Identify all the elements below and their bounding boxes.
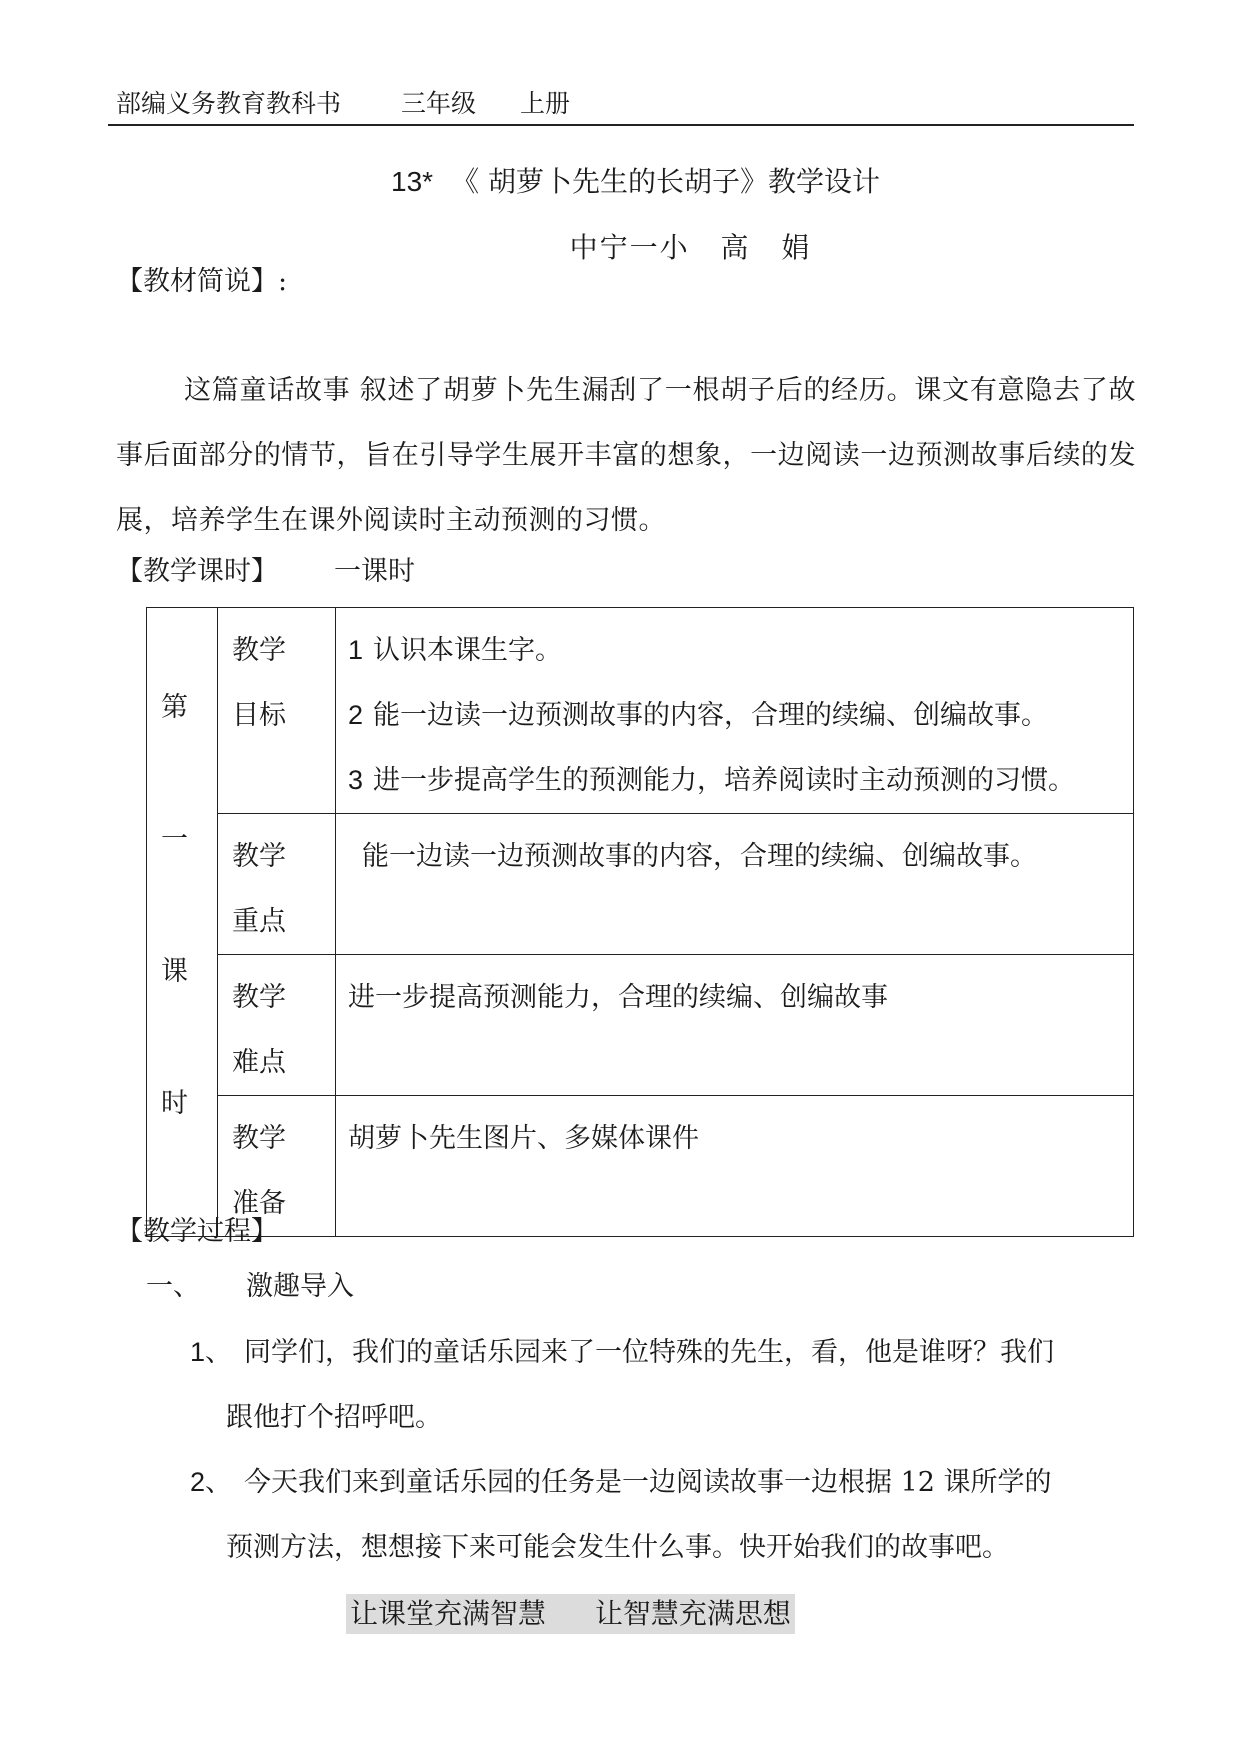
goal-item: 1 认识本课生字。 (348, 635, 563, 666)
footer-motto: 让课堂充满智慧 让智慧充满思想 (346, 1594, 795, 1634)
lesson-char-4: 时 (161, 1088, 188, 1119)
step-2-text: 今天我们来到童话乐园的任务是一边阅读故事一边根据 12 课所学的 预测方法，想想接下来可能会发生什么事。快开始我们的故事吧。 (226, 1467, 1052, 1563)
page-header (108, 84, 1134, 126)
preparation-label: 教学 准备 (218, 1096, 336, 1237)
preparation-content: 胡萝卜先生图片、多媒体课件 (336, 1096, 1134, 1237)
difficulties-content: 进一步提高预测能力，合理的续编、创编故事 (336, 955, 1134, 1096)
lesson-char-2: 一 (161, 824, 188, 855)
goal-item: 3 进一步提高学生的预测能力，培养阅读时主动预测的习惯。 (348, 765, 1076, 796)
lesson-number: 13* (391, 166, 434, 197)
goals-label: 教学 目标 (218, 608, 336, 814)
title-text: 《 胡萝卜先生的长胡子》教学设计 (451, 165, 880, 198)
step-1-number: 1、 (190, 1337, 233, 1367)
document-title (0, 162, 1241, 202)
material-heading: 【教材简说】: (116, 266, 288, 297)
goals-content (336, 608, 1134, 814)
table-row-goals (147, 608, 1134, 814)
key-points-content: 能一边读一边预测故事的内容，合理的续编、创编故事。 (336, 814, 1134, 955)
hours-line (116, 552, 415, 592)
table-row-key-points (147, 814, 1134, 955)
hours-value: 一课时 (334, 556, 415, 587)
author-line: 中宁一小 高 娟 (569, 231, 812, 264)
difficulties-label: 教学 难点 (218, 955, 336, 1096)
table-row-preparation (147, 1096, 1134, 1237)
goal-item: 2 能一边读一边预测故事的内容，合理的续编、创编故事。 (348, 700, 1049, 731)
lesson-char-1: 第 (161, 692, 188, 723)
section-title: 激趣导入 (246, 1271, 354, 1302)
step-2-number: 2、 (190, 1467, 233, 1497)
lesson-char-3: 课 (161, 956, 188, 987)
section-number: 一、 (146, 1271, 200, 1302)
step-1-text: 同学们，我们的童话乐园来了一位特殊的先生，看，他是谁呀？我们 跟他打个招呼吧。 (226, 1337, 1054, 1433)
process-section (146, 1254, 354, 1319)
header-volume: 上册 (519, 89, 570, 118)
key-points-label: 教学 重点 (218, 814, 336, 955)
header-book-title: 部编义务教育教科书 (116, 89, 342, 118)
process-heading: 【教学过程】 (116, 1216, 278, 1247)
material-body: 这篇童话故事 叙述了胡萝卜先生漏刮了一根胡子后的经历。课文有意隐去了故事后面部分的情节，旨在引导学生展开丰富的想象，一边阅读一边预测故事后续的发展，培养学生在课外阅读时主动预测的习惯。 (116, 375, 1136, 536)
lesson-label-cell (147, 608, 218, 1237)
hours-heading: 【教学课时】 (116, 556, 278, 587)
table-row-difficulties (147, 955, 1134, 1096)
lesson-plan-table (146, 607, 1134, 1237)
header-grade: 三年级 (400, 89, 476, 118)
